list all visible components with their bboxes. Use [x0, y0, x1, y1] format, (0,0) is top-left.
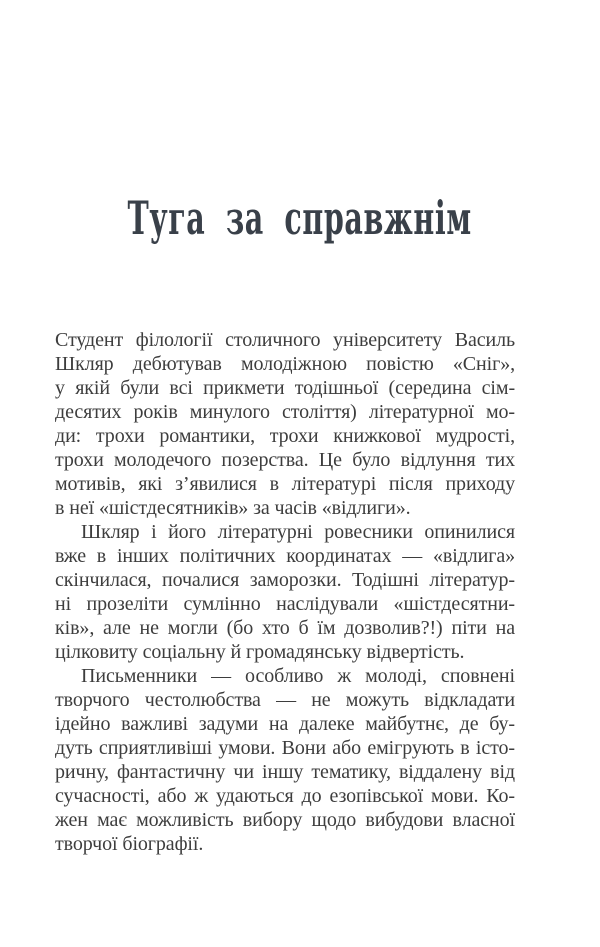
text-line: в неї «шістдесятників» за часів «відлиги».	[55, 497, 411, 519]
text-line: Письменники — особливо ж молоді, сповнені	[81, 665, 515, 687]
text-line: творчого честолюбства — не можуть відкладати	[55, 689, 515, 711]
text-line: жен має можливість вибору щодо вибудови власної	[55, 809, 515, 831]
text-line: мотивів, які з’явилися в літературі після приходу	[55, 473, 515, 495]
text-line: Шкляр дебютував молодіжною повістю «Сніг»,	[55, 353, 515, 375]
text-line: ні прозеліти сумлінно наслідували «шістдесятни-	[55, 593, 515, 615]
text-line: вже в інших політичних координатах — «відлига»	[55, 545, 515, 567]
text-line: дуть сприятливіші умови. Вони або емігрують в істо-	[55, 737, 515, 759]
text-line: Студент філології столичного університету Василь	[55, 329, 515, 351]
text-line: Шкляр і його літературні ровесники опинилися	[81, 521, 515, 543]
text-line: у якій були всі прикмети тодішньої (середина сім-	[55, 377, 515, 399]
text-line: ідейно важливі задуми на далеке майбутнє, де бу-	[55, 713, 515, 735]
page-text	[55, 328, 515, 856]
text-line: ків», але не могли (бо хто б їм дозволив?!) піти на	[55, 617, 515, 639]
text-line: сучасності, або ж удаються до езопівської мови. Ко-	[55, 785, 515, 807]
chapter-title-text: Туга за справжнім	[127, 191, 473, 245]
text-line: трохи молодечого позерства. Це було відлуння тих	[55, 449, 515, 471]
text-line: творчої біографії.	[55, 833, 204, 855]
text-line: ричну, фантастичну чи іншу тематику, віддалену від	[55, 761, 515, 783]
text-line: цілковиту соціальну й громадянську відвертість.	[55, 641, 465, 663]
text-line: десятих років минулого століття) літературної мо-	[55, 401, 515, 423]
text-line: ди: трохи романтики, трохи книжкової мудрості,	[55, 425, 515, 447]
chapter-title	[0, 192, 600, 244]
text-line: скінчилася, почалися заморозки. Тодішні літератур-	[55, 569, 515, 591]
